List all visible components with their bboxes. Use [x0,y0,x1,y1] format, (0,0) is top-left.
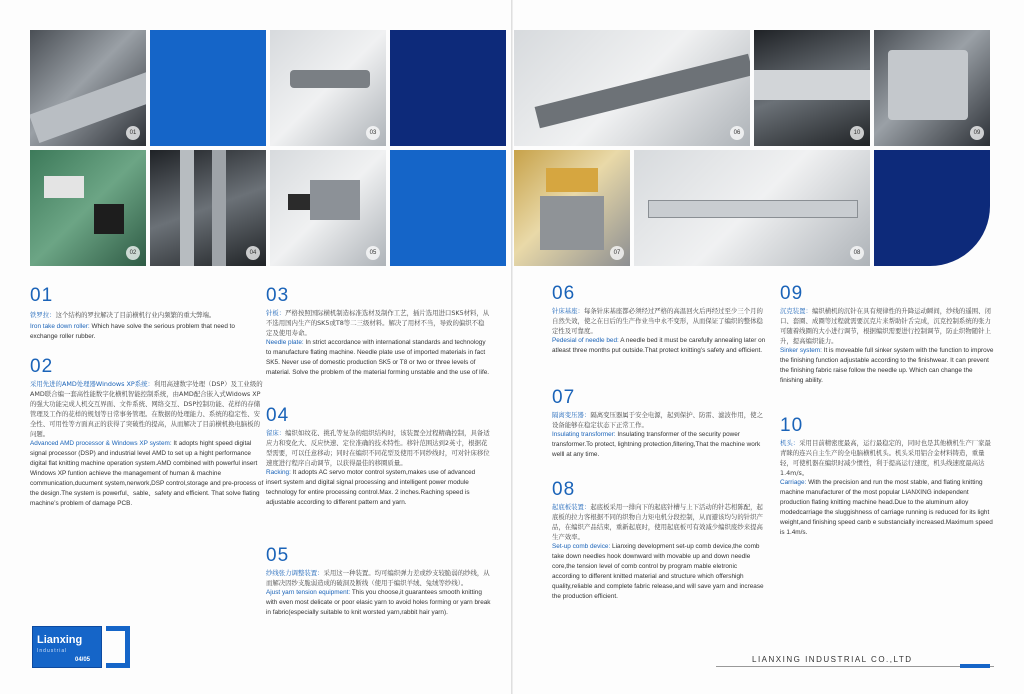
navy-panel [874,150,990,266]
logo-frame-decoration [106,626,130,668]
photo-control-board [30,150,146,266]
photo-number: 07 [610,246,624,260]
feature-label-cn: 针板： [266,309,286,317]
feature-text-cn: 隔离变压器属于安全电源，起到保护、防雷、滤波作用，使之设备能够在稳定状态下正常工作。 [552,411,763,429]
feature-text-en: With the precision and run the most stable, and flating knitting machine manufacturer of the most popular LIANXING independent production flating knitting machine head.Due to the aluminum alloy modedcarriage the sluggishness of carriage running is reduced for its light weight,and finishing speed canb e substancially increased.Maximum speed is 1.4m/s. [780,479,993,536]
feature-text-en: In strict accordance with international standards and technology to manufacture flating machine. Needle plate use of imported materials in fact SK5. Never use of domestic production SK5 or T8 or two or three levels of material. Solve the problem of the material forming unstable and the use of life. [266,339,490,376]
section-number: 02 [30,356,54,377]
section-10 [780,416,994,538]
feature-label-en: Iron take down roller: [30,323,90,330]
section-number: 03 [266,285,290,306]
feature-text-en: Insulating transformer of the security power transformer.To protect, lightning protection,filtering,That the machine work welll at any time. [552,431,761,458]
feature-label-cn: 铁罗拉： [30,311,56,319]
feature-label-en: Insulating transformer: [552,431,616,438]
feature-label-en: Racking: [266,469,291,476]
feature-label-en: Pedesial of needle bed: [552,337,619,344]
feature-text-en: A needle bed it must be carefully annealing later on atleast three months put outside.That protect knitting’s safety and efficient. [552,337,766,354]
feature-text-en: This you choose,it guarantees smooth knitting with even most delicate or poor elasic yarn to avoid holes forming or yarn break in fabric(especially suitable to knit worsted yarn,rabbit hair yarn). [266,589,491,616]
feature-text-cn: 每条针床基座都必须经过严格的高温回火后再经过至少三个月的自然失效，使之在日后的生产作业当中永不变形，从而保证了编织的整体稳定性及可靠度。 [552,307,763,335]
photo-racking-rails [150,150,266,266]
blue-panel [150,30,266,146]
section-number: 06 [552,283,576,304]
feature-label-en: Advanced AMD processor & Windows XP system: [30,440,172,447]
section-number: 09 [780,283,804,304]
feature-label-cn: 沉克装置： [780,307,812,315]
feature-text-en: It adopts AC servo motor control system,makes use of advanced insert system and digital signal processing and intelligent power module technology for entire processing control.Max. 2 inches.Raching speed is adjustable according to different pattern and yarn. [266,469,476,506]
photo-comb-device [634,150,870,266]
section-06 [552,284,766,356]
feature-label-en: Needle plate: [266,339,304,346]
photo-number: 05 [366,246,380,260]
logo-name: Lianxing [37,634,83,646]
photo-number: 09 [970,126,984,140]
photo-yarn-tension [270,150,386,266]
feature-label-cn: 采用先进的AMD处理器Windows XP系统： [30,380,154,388]
feature-label-cn: 纱线张力调整装置： [266,569,324,577]
feature-text-cn: 编织如纹花、挑孔等复杂的组织结构时，该装置全过程精确控制，具备适应力和变化大、反应快速、定位准确的技术特性。移针范围达到2英寸，根据花型需要，可以任意移动；同时在编织不同花型及使用不同纱线时，可对针床移位速度进行程序自动调节，以获得最佳的移圈质量。 [266,429,490,467]
feature-label-cn: 起底板装置： [552,503,591,511]
photo-iron-roller [30,30,146,146]
photo-carriage-detail [754,30,870,146]
photo-number: 01 [126,126,140,140]
lianxing-logo [32,626,102,668]
feature-text-cn: 采用目前精密度最高，运行最稳定的，同时也是其他横机生产厂家最青睐的连兴自主生产的全电脑横机机头。机头采用铝合金材料铸造，重量轻，可使机器在编织时减少惯性，利于提高运行速度，机头线速度最高达1.4m/s。 [780,439,991,477]
section-01 [30,286,260,342]
feature-text-en: It adopts hight speed digital signal processor (DSP) and industrial level AMD to set up a hight performance digital flat knitting machine operation system.AMD combined with powerful insert Windows XP funtion achieve the management of human & machine communication,ducument system,nerwork,DSP control,storage and pre-process of the design.The system is powerful、sable、safety and efficient. That solve flating machine’s problem of damage PCB. [30,440,264,507]
photo-needle-plate [270,30,386,146]
section-number: 08 [552,479,576,500]
feature-text-cn: 采用这一种装置。均可编织弹力差或纱支较脆弱的纱线，从而解决因纱支脆弱造成的破洞及断线（使用于编织羊绒、兔绒等纱线）。 [266,569,490,587]
navy-panel [390,30,506,146]
section-number: 07 [552,387,576,408]
section-number: 05 [266,545,290,566]
section-08 [552,480,766,602]
feature-label-cn: 针床基座： [552,307,584,315]
section-05 [266,546,492,618]
feature-label-en: Set-up comb device: [552,543,611,550]
section-number: 01 [30,285,54,306]
page-number: 04/05 [75,657,91,663]
feature-text-en: Which have solve the serious problem that need to exchange roller rubber. [30,323,235,340]
feature-text-cn: 严格按照国际横机制造标准选材及制作工艺，插片选用进口SK5材料，从不选用国内生产的SK5或T8等二三级材料。解决了用材不当，导致的偏织不稳定及使用寿命。 [266,309,490,337]
section-09 [780,284,994,386]
feature-label-cn: 机头： [780,439,800,447]
section-02 [30,357,266,509]
photo-number: 04 [246,246,260,260]
section-number: 04 [266,405,290,426]
photo-number: 10 [850,126,864,140]
section-number: 10 [780,415,804,436]
photo-number: 03 [366,126,380,140]
feature-label-en: Sinker system: [780,347,822,354]
feature-label-en: Ajust yarn tension equipment: [266,589,351,596]
photo-sinker-system [874,30,990,146]
feature-text-cn: 这个结构的罗拉解决了目前横机行业内频繁的重大弊端。 [55,311,216,319]
feature-text-cn: 编织横机的沉针在具有规律性的升降运动瞬间，纱线的遥围、闭口、套圈、成圈等过程就需要沉克片来帮助针舌完成，沉克控制系统的张力可随着线圈的大小进行调节，根据编织需要进行控制调节，防止织物随针上升，提高编织能力。 [780,307,991,345]
feature-label-cn: 留床： [266,429,286,437]
feature-text-en: It is moveable full sinker system with the function to improve the finishing function adjustable according to the finishwear. It can prevent the finishing fabric raise follow the needle up. Which can change the finishing ability. [780,347,994,384]
photo-needle-bed-base [514,30,750,146]
photo-number: 08 [850,246,864,260]
footer-rule [716,666,994,667]
feature-text-cn: 起底板采用一排向下的起底针槽与上下活动的针芯相陈配，起底板的拉力客根据不同的织物自力矩电机分段控制，从而避该均匀的针织产品，在编织产品结束，重新起底时，使用起底板可有效减少编织废纱来提高生产效率。 [552,503,763,541]
photo-number: 02 [126,246,140,260]
feature-text-en: Lianxing development set-up comb device,the comb take down needles hook downward with movable up and down needle core,the tension level of comb control by program mable eletronic according to different knitted material and structure which offershigh quality,reliable and complete fabric release,and will save yarn and increase the production efficient. [552,543,764,600]
footer-company-name: LIANXING INDUSTRIAL CO.,LTD [752,655,913,664]
photo-number: 06 [730,126,744,140]
photo-transformer [514,150,630,266]
feature-label-cn: 隔离变压器： [552,411,591,419]
page-gutter [511,0,513,694]
section-04 [266,406,492,508]
footer-accent [960,664,990,668]
section-03 [266,286,490,378]
blue-panel [390,150,506,266]
feature-label-en: Carriage: [780,479,807,486]
logo-subtitle: Industrial [37,648,68,654]
feature-text-cn: 利用高速数字处理（DSP）及工业级的AMD联合编一套高性能数字化横机智能控制系统，由AMD配合嵌入式Widows XP的强大功能完成人机交互界面、文件系统、网络交互、DSP控制功能、花样的存储管理及工作的花样的规划等日常事务管理。在数据的处理能力、系统的稳定性、安全性、可用性等方面真正的获得了突破性的提高，从而解决了目前横机换电脑板的问题。 [30,380,263,438]
section-07 [552,388,766,460]
